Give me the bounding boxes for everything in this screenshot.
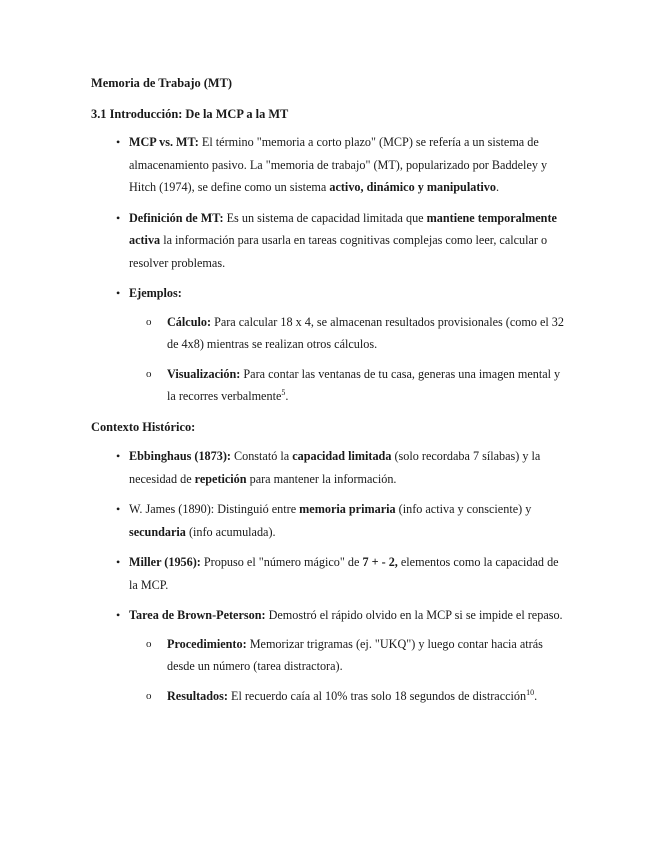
item-label: Ejemplos: (129, 286, 182, 300)
list-item-brown-peterson (91, 604, 567, 707)
context-list (91, 445, 567, 707)
section-heading-context: Contexto Histórico: (91, 419, 196, 434)
item-text: (info activa y consciente) y (395, 502, 532, 516)
circle-bullet-icon: o (146, 689, 152, 702)
item-text: (solo recordaba 7 sílabas) y la necesidad de (129, 449, 541, 486)
footnote-ref: 5 (281, 387, 286, 397)
item-label: Definición de MT: (129, 210, 224, 225)
bullet-icon: • (116, 135, 121, 149)
subitem-text: . (285, 389, 289, 403)
intro-list (91, 131, 567, 408)
list-item-ejemplos (91, 282, 567, 408)
item-emphasis: secundaria (129, 524, 186, 539)
bullet-icon: • (116, 449, 121, 463)
subitem-text: Para calcular 18 x 4, se almacenan resultados provisionales (como el 32 de 4x8) mientras se realizan otros cálculos. (167, 314, 564, 351)
item-label: Miller (1956): (129, 555, 201, 569)
subitem-text: El recuerdo caía al 10% tras solo 18 segundos de distracción (227, 688, 527, 703)
item-text: Propuso el "número mágico" de (200, 555, 363, 569)
item-text: (info acumulada). (185, 524, 276, 539)
section-heading-intro: 3.1 Introducción: De la MCP a la MT (91, 106, 289, 121)
item-text: Es un sistema de capacidad limitada que (223, 210, 427, 225)
item-emphasis: 7 + - 2, (362, 555, 398, 569)
bullet-icon: • (116, 555, 121, 569)
list-item-miller (91, 551, 567, 596)
footnote-ref: 10 (526, 687, 535, 697)
item-label: MCP vs. MT: (129, 135, 199, 149)
list-item-ebbinghaus (91, 445, 567, 490)
circle-bullet-icon: o (146, 315, 152, 328)
item-emphasis: repetición (194, 471, 247, 486)
item-emphasis: memoria primaria (299, 502, 396, 516)
item-emphasis: capacidad limitada (292, 449, 392, 463)
brown-peterson-sublist (129, 633, 567, 708)
bullet-icon: • (116, 608, 121, 622)
bullet-icon: • (116, 210, 121, 225)
item-text: Demostró el rápido olvido en la MCP si se impide el repaso. (265, 608, 563, 622)
bullet-icon: • (116, 502, 121, 516)
document-title: Memoria de Trabajo (MT) (91, 76, 232, 90)
item-text: la información para usarla en tareas cognitivas complejas como leer, calcular o resolver problemas. (129, 233, 548, 270)
circle-bullet-icon: o (146, 637, 152, 650)
circle-bullet-icon: o (146, 367, 152, 380)
list-item-definicion (91, 207, 567, 275)
item-text: elementos como la capacidad de la MCP. (129, 555, 559, 592)
list-item-james (91, 498, 567, 543)
document-page (91, 72, 567, 715)
item-label: Tarea de Brown-Peterson: (129, 608, 266, 622)
subitem-label: Procedimiento: (167, 636, 247, 651)
subitem-text: Memorizar trigramas (ej. "UKQ") y luego contar hacia atrás desde un número (tarea distractora). (167, 636, 543, 673)
sublist-item-visualizacion (129, 363, 567, 408)
item-text: Constató la (230, 449, 293, 463)
item-text: El término "memoria a corto plazo" (MCP) se refería a un sistema de almacenamiento pasivo. La "memoria de trabajo" (MT), popularizado por Baddeley y Hitch (1974), se define como un sistema (129, 135, 548, 194)
sublist-item-resultados (129, 685, 567, 708)
item-text: . (495, 180, 499, 194)
list-item-mcp-vs-mt (91, 131, 567, 199)
subitem-text: . (534, 688, 538, 703)
sublist-item-calculo (129, 311, 567, 356)
subitem-label: Visualización: (167, 366, 241, 381)
subitem-label: Resultados: (167, 688, 228, 703)
item-emphasis: activo, dinámico y manipulativo (329, 180, 496, 194)
item-text: para mantener la información. (246, 471, 397, 486)
item-emphasis: mantiene temporalmente activa (129, 210, 557, 247)
item-text: W. James (1890): Distinguió entre (129, 502, 300, 516)
item-label: Ebbinghaus (1873): (129, 449, 231, 463)
subitem-text: Para contar las ventanas de tu casa, generas una imagen mental y la recorres verbalmente (167, 366, 561, 403)
examples-sublist (129, 311, 567, 408)
subitem-label: Cálculo: (167, 314, 212, 329)
bullet-icon: • (116, 286, 121, 300)
sublist-item-procedimiento (129, 633, 567, 678)
